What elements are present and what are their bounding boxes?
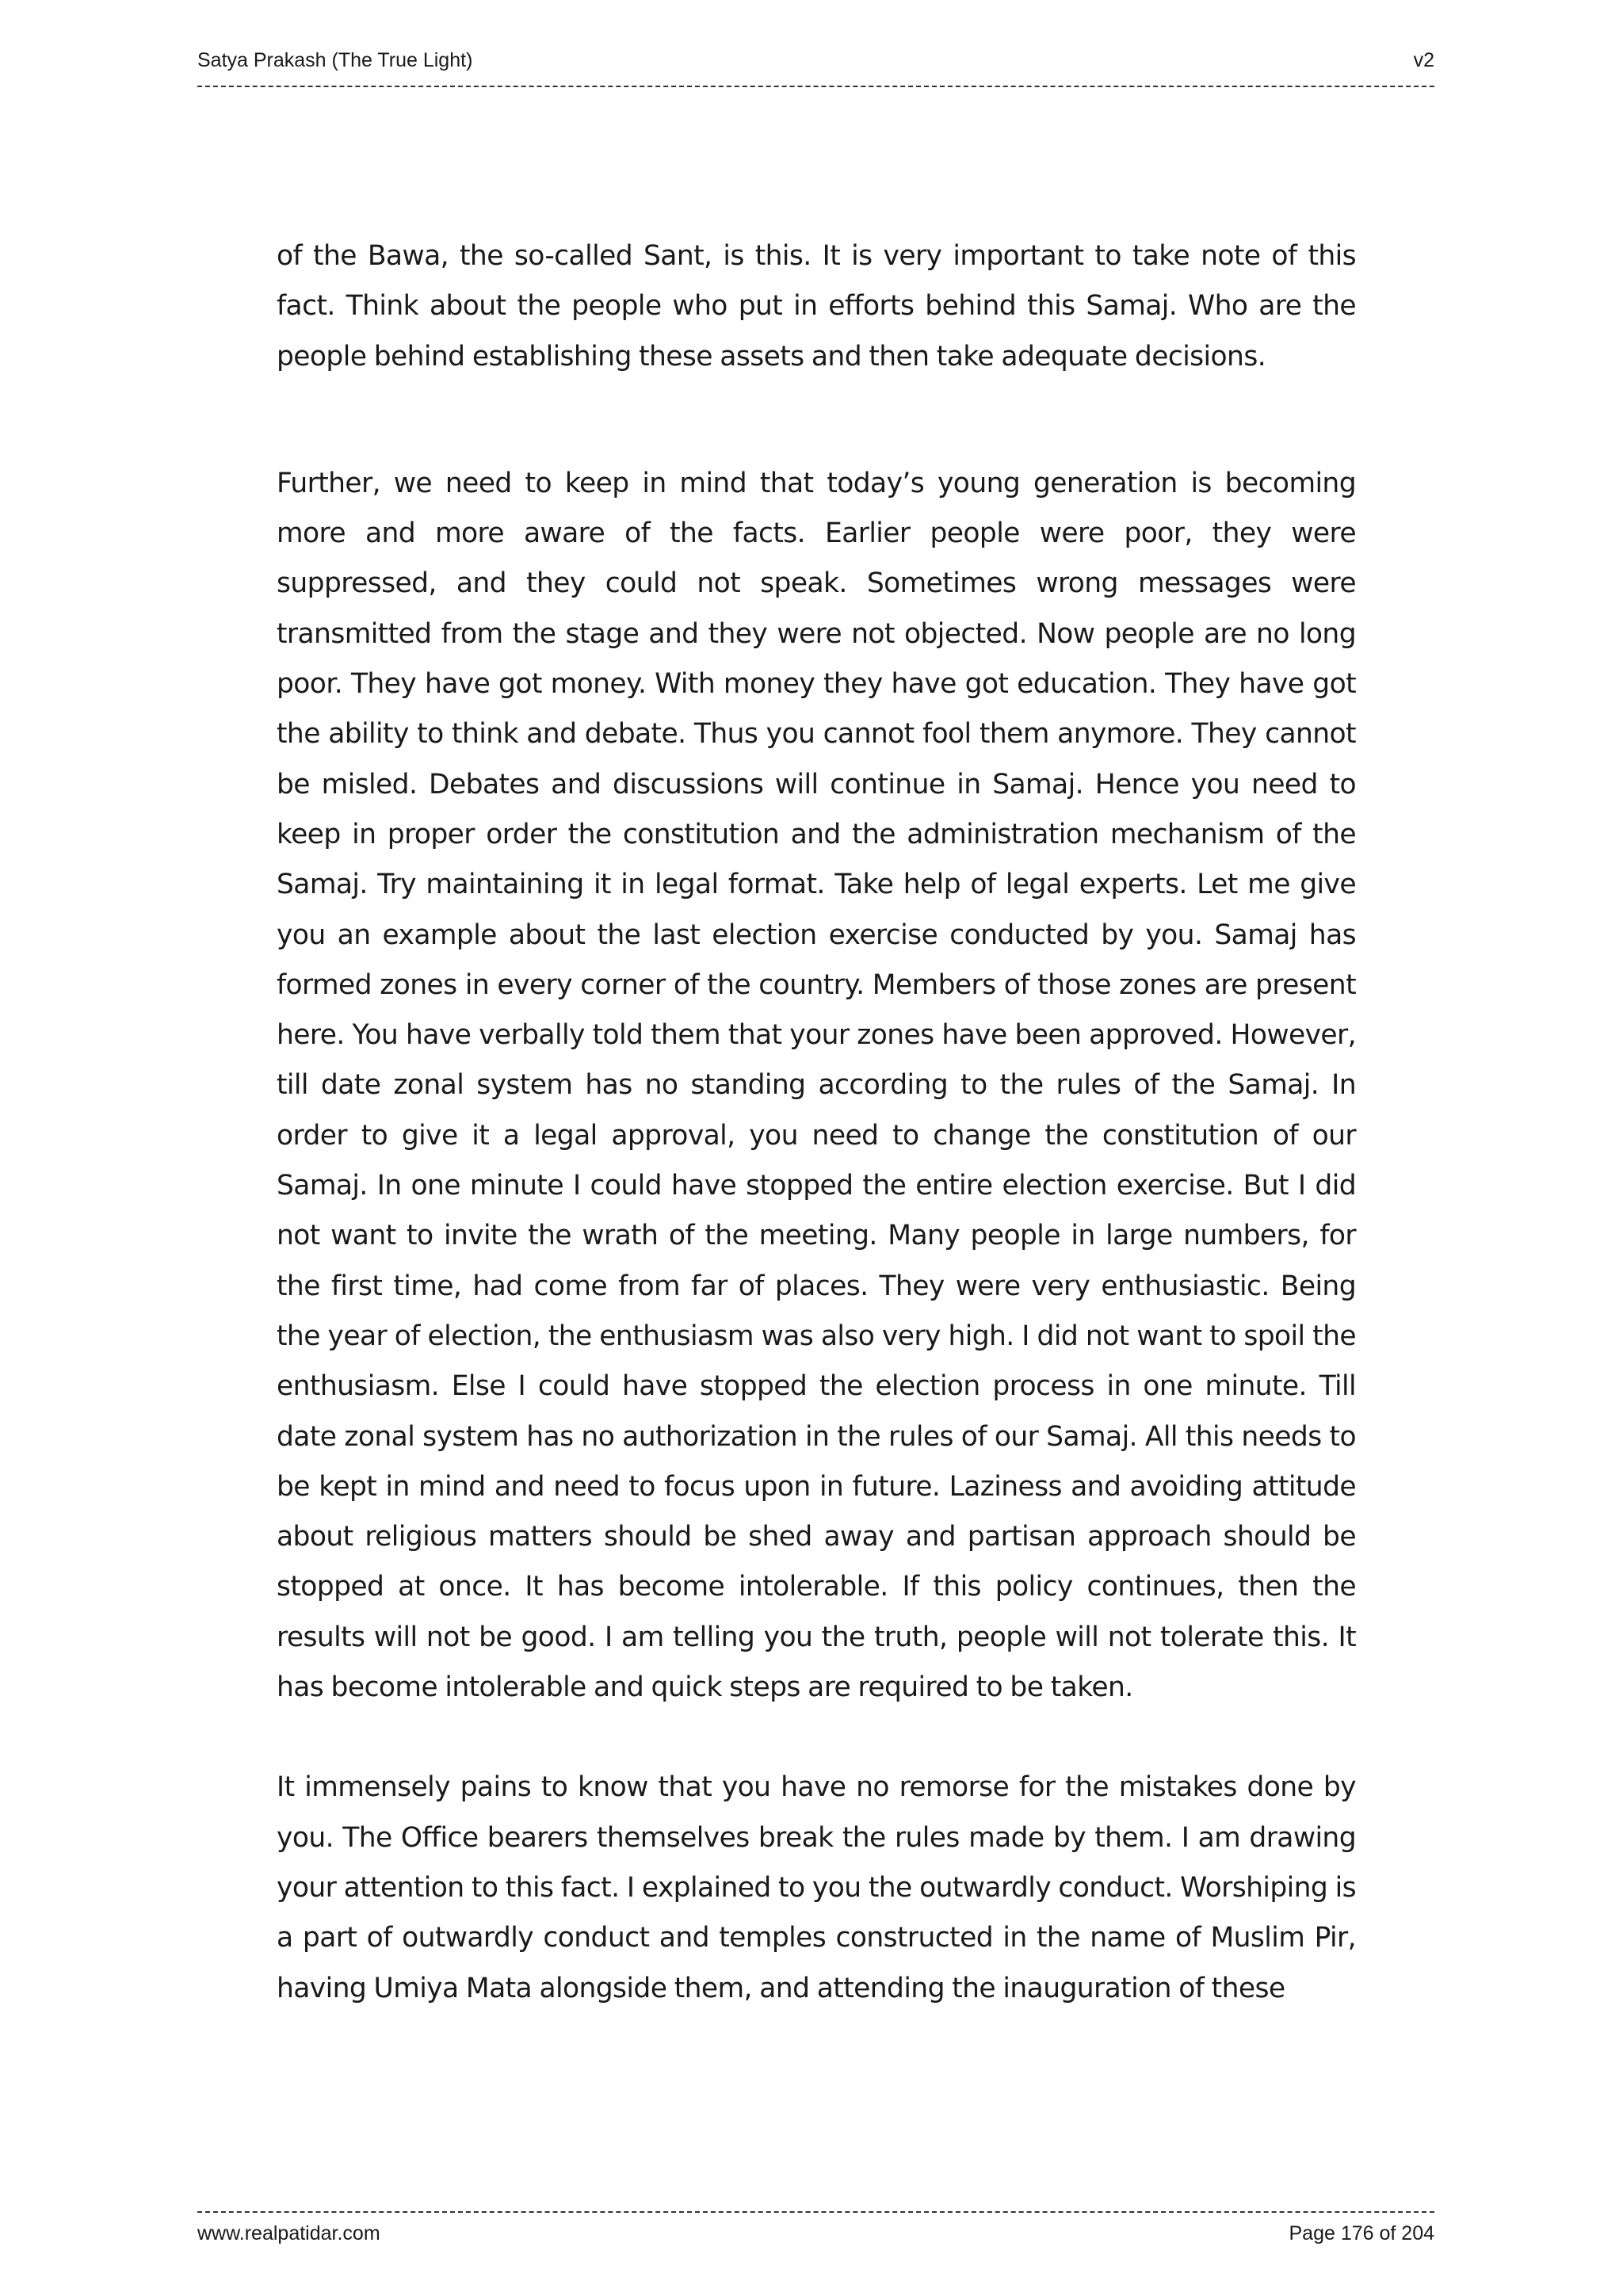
document-title: Satya Prakash (The True Light) bbox=[197, 49, 473, 71]
page-footer bbox=[197, 2211, 1434, 2259]
footer-divider bbox=[197, 2211, 1434, 2213]
website-link[interactable]: www.realpatidar.com bbox=[197, 2222, 380, 2244]
paragraph: It immensely pains to know that you have no remorse for the mistakes done by you. The Office bearers themselves break the rules made by them. I am drawing your attention to this fact. I explained to you the outwardly conduct. Worshiping is a part of outwardly conduct and temples constructed in the name of Muslim Pir, having Umiya Mata alongside them, and attending the inauguration of these bbox=[277, 1771, 1356, 2004]
page-number: Page 176 of 204 bbox=[1289, 2222, 1434, 2244]
paragraph: Further, we need to keep in mind that today’s young generation is becoming more and more aware of the facts. Earlier people were poor, they were suppressed, and they could not speak. Sometimes wrong messages were transmitted from the stage and they were not objected. Now people are no long poor. They have got money. With money they have got education. They have got the ability to think and debate. Thus you cannot fool them anymore. They cannot be misled. Debates and discussions will continue in Samaj. Hence you need to keep in proper order the constitution and the administration mechanism of the Samaj. Try maintaining it in legal format. Take help of legal experts. Let me give you an example about the last election exercise conducted by you. Samaj has formed zones in every corner of the country. Members of those zones are present here. You have verbally told them that your zones have been approved. However, till date zonal system has no standing according to the rules of the Samaj. In order to give it a legal approval, you need to change the constitution of our Samaj. In one minute I could have stopped the entire election exercise. But I did not want to invite the wrath of the meeting. Many people in large numbers, for the first time, had come from far of places. They were very enthusiastic. Being the year of election, the enthusiasm was also very high. I did not want to spoil the enthusiasm. Else I could have stopped the election process in one minute. Till date zonal system has no authorization in the rules of our Samaj. All this needs to be kept in mind and need to focus upon in future. Laziness and avoiding attitude about religious matters should be shed away and partisan approach should be stopped at once. It has become intolerable. If this policy continues, then the results will not be good. I am telling you the truth, people will not tolerate this. It has become intolerable and quick steps are required to be taken. bbox=[277, 467, 1356, 1704]
page-header bbox=[197, 48, 1434, 95]
paragraph: of the Bawa, the so-called Sant, is this. It is very important to take note of this fact. Think about the people who put in efforts behind this Samaj. Who are the people behind establishing these assets and then take adequate decisions. bbox=[277, 240, 1356, 372]
body-text bbox=[277, 231, 1356, 2014]
header-divider bbox=[197, 86, 1434, 87]
document-version: v2 bbox=[1413, 49, 1434, 71]
